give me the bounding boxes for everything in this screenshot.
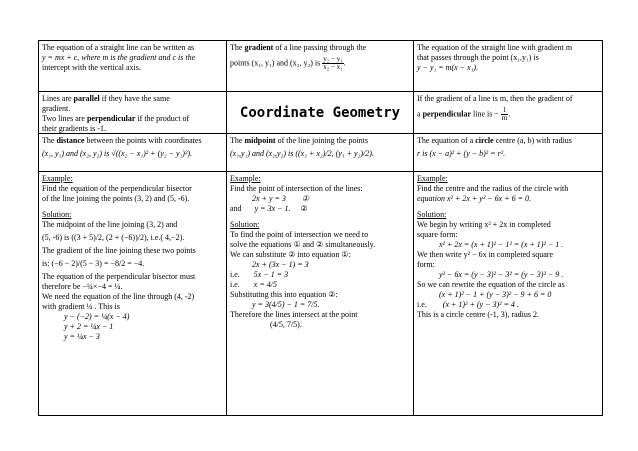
equation-line: y + 2 = ¼x − 1: [64, 322, 114, 331]
equation-line: y − (−2) = ¼(x − 4): [64, 312, 130, 321]
keyword-circle: circle: [475, 136, 494, 145]
text: of the line joining the points: [277, 136, 368, 145]
text-line: y = mx + c, where m is the gradient and c is the: [42, 53, 196, 62]
text-line: The equation of the straight line with gradient m: [417, 43, 573, 52]
row-examples: [39, 171, 602, 415]
text-line: [230, 43, 410, 53]
text: The: [230, 136, 243, 145]
text-line: We begin by writing x² + 2x in completed: [417, 220, 551, 229]
text-line: Two lines are perpendicular if the product of: [42, 114, 190, 123]
cell-line-equation: [39, 41, 226, 91]
equation: (x + 1)² + (y − 3)² = 4 .: [442, 300, 519, 309]
equation-line: [230, 270, 410, 280]
cell-gradient: [226, 41, 413, 91]
equation-line: [417, 300, 599, 310]
text-line: Find the point of intersection of the lines:: [230, 184, 363, 193]
text: points (x₁, y₁) and (x₂, y₂) is: [230, 58, 321, 68]
text-line: Substituting this into equation ②:: [230, 290, 338, 299]
text: i.e.: [417, 300, 427, 309]
text-line: solve the equations ① and ② simultaneously.: [230, 240, 376, 249]
row-line-equation: [39, 41, 602, 91]
solution-heading: Solution:: [417, 210, 447, 219]
text-line: If the gradient of a line is m, then the gradient of: [417, 94, 573, 103]
text-line: The gradient of the line joining these two points: [42, 246, 196, 255]
text-line: The midpoint of the line joining (3, 2) and: [42, 220, 178, 229]
text-line: The equation of the perpendicular bisector must: [42, 272, 196, 281]
fraction-denominator: m: [501, 114, 508, 122]
equation-line: y = 3(4/5) − 1 = 7/5.: [252, 300, 320, 309]
equation-line: 2x + (3x − 1) = 3: [252, 260, 309, 269]
equation-line: [230, 194, 410, 204]
text-line: equation x² + 2x + y² − 6x + 6 = 0.: [417, 194, 531, 203]
text: The: [230, 43, 243, 52]
text-line: [417, 136, 599, 146]
equation: x = 4/5: [253, 280, 277, 289]
example-intersection: [226, 172, 413, 415]
text-line: We then write y² − 6x in completed square: [417, 250, 554, 259]
equation-marker: ②: [300, 204, 308, 213]
text: The: [42, 136, 55, 145]
text-line: with gradient ¼ . This is: [42, 302, 120, 311]
text-line: Find the centre and the radius of the circle with: [417, 184, 569, 193]
cell-circle: [413, 134, 602, 171]
equation-line: [230, 204, 410, 214]
equation-line: (x + 1)² − 1 + (y − 3)² − 9 + 6 = 0: [439, 290, 552, 299]
keyword-distance: distance: [56, 136, 85, 145]
text-line: Lines are parallel if they have the same: [42, 94, 170, 103]
text-line: We can substitute ② into equation ①:: [230, 250, 351, 259]
equation-line: [230, 280, 410, 290]
cell-midpoint: [226, 134, 413, 171]
cell-parallel: [39, 92, 226, 133]
equation-line: x² + 2x = (x + 1)² − 1² = (x + 1)² − 1 .: [439, 240, 564, 249]
midpoint-formula: (x₁,y₁) and (x₂,y₂) is ((x₁ + x₂)/2, (y₁ + y₂)/2).: [230, 149, 374, 158]
equation-marker: ①: [301, 194, 310, 203]
equation: 2x + y = 3: [252, 194, 286, 203]
text-line: intercept with the vertical axis.: [42, 63, 141, 72]
text: between the points with coordinates: [86, 136, 202, 145]
text-line: So we can rewrite the equation of the circle as: [417, 280, 565, 289]
example-heading: Example:: [417, 174, 448, 183]
text: a: [417, 109, 421, 119]
keyword-midpoint: midpoint: [244, 136, 276, 145]
text-line: of the line joining the points (3, 2) and (5, -6).: [42, 194, 190, 203]
circle-formula: r is (x − a)² + (y − b)² = r².: [417, 149, 506, 158]
cell-perpendicular-gradient: [413, 92, 602, 133]
cell-distance: [39, 134, 226, 171]
text-line: We need the equation of the line through (4, -2): [42, 292, 195, 301]
fraction-numerator: y₂ − y₁: [323, 55, 343, 63]
text-line: Therefore the lines intersect at the point: [230, 310, 358, 319]
text-line: [42, 136, 223, 146]
text-line: gradient.: [42, 104, 71, 113]
text-line: [230, 136, 410, 146]
text-line: This is a circle centre (-1, 3), radius 2.: [417, 310, 539, 319]
text-line: is: (−6 − 2)/(5 − 3) = −8/2 = −4.: [42, 259, 145, 268]
page-title: Coordinate Geometry: [226, 92, 413, 133]
fraction-denominator: x₂ − x₁: [323, 63, 343, 71]
row-parallel-perpendicular: [39, 91, 602, 133]
equation-line: y² − 6x = (y − 3)² − 3² = (y − 3)² − 9 .: [439, 270, 564, 279]
text-line: (5, -6) is ((3 + 5)/2, (2 + (−6))/2), i.e.( 4,−2).: [42, 233, 185, 242]
text-line: square form:: [417, 230, 458, 239]
text-line: points (x₁, y₁) and (x₂, y₂) is $\frac{\text{y₂ − y₁}}{\text{x₂ − x₁}}$ .: [230, 55, 346, 71]
text: i.e.: [230, 270, 240, 279]
row-distance-midpoint-circle: [39, 133, 602, 171]
text: of a line passing through the: [275, 43, 367, 52]
formula-sheet: [38, 40, 603, 416]
text-line: To find the point of intersection we need to: [230, 230, 369, 239]
distance-formula: (x₁, y₁) and (x₂, y₂) is √((x₂ − x₁)² + (y₂ − y₁)²).: [42, 149, 193, 158]
text: centre (a, b) with radius: [495, 136, 572, 145]
text-line: their gradients is -1.: [42, 124, 106, 133]
keyword-gradient: gradient: [244, 43, 274, 52]
text-line: that passes through the point (x₁,y₁) is: [417, 53, 539, 62]
gradient-fraction: [322, 56, 343, 71]
example-heading: Example:: [230, 174, 261, 183]
solution-heading: Solution:: [230, 220, 260, 229]
text: The equation of a: [417, 136, 474, 145]
equation: y = 3x − 1.: [254, 204, 291, 213]
solution-heading: Solution:: [42, 210, 72, 219]
text-line: y − y₁ = m(x − x₁).: [417, 63, 479, 72]
text: line is −: [473, 109, 499, 119]
equation-line: y = ¼x − 3: [64, 332, 100, 341]
intersection-point: (4/5, 7/5).: [270, 320, 302, 329]
cell-point-gradient-form: [413, 41, 602, 91]
example-perpendicular-bisector: [39, 172, 226, 415]
text-line: a perpendicular line is − $\frac{1}{m}$ .: [417, 106, 511, 122]
example-heading: Example:: [42, 174, 73, 183]
text-line: therefore be −¼×−4 = ¼.: [42, 282, 123, 291]
equation: 5x − 1 = 3: [253, 270, 289, 279]
text-line: Find the equation of the perpendicular bisector: [42, 184, 192, 193]
example-circle-centre-radius: [413, 172, 602, 415]
keyword-perpendicular: perpendicular: [422, 109, 472, 119]
text: i.e.: [230, 280, 240, 289]
text-line: The equation of a straight line can be written as: [42, 43, 195, 52]
text: and: [230, 204, 242, 213]
fraction-numerator: 1: [502, 106, 507, 114]
text-line: form:: [417, 260, 435, 269]
perpendicular-fraction: [501, 107, 508, 122]
